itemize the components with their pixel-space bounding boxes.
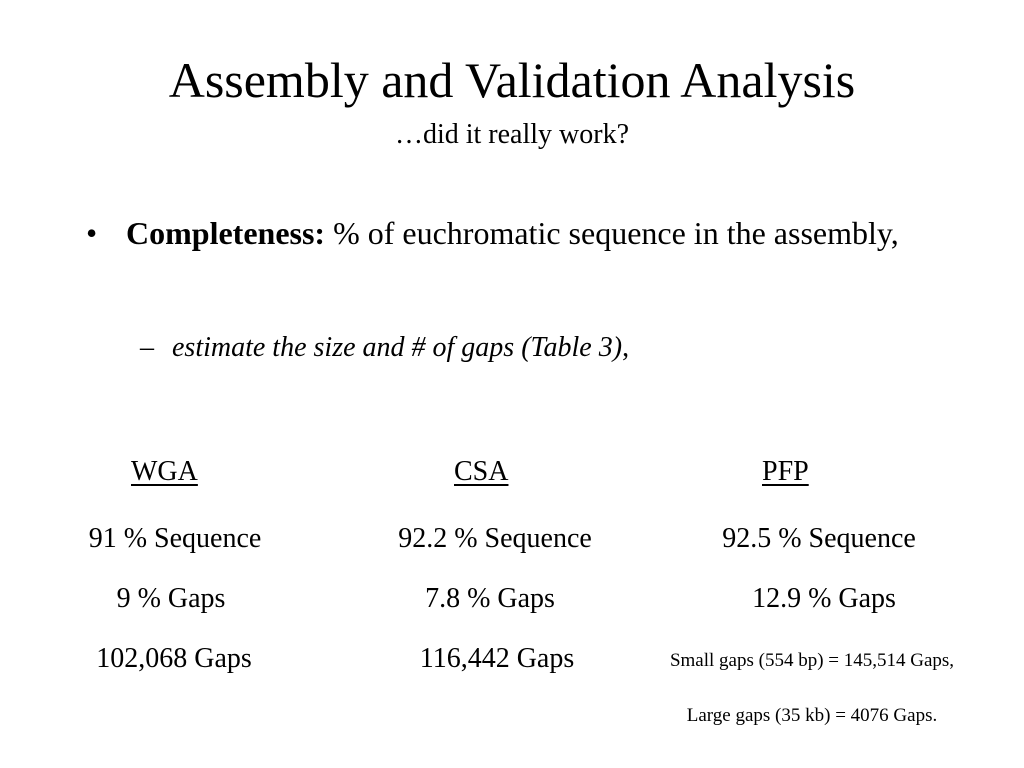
bullet-body: % of euchromatic sequence in the assembly, (325, 215, 899, 251)
wga-gaps-count: 102,068 Gaps (96, 643, 252, 674)
sub-bullet-italic: estimate the size and # of gaps (Table 3) (172, 332, 623, 363)
column-header-csa: CSA (454, 456, 509, 487)
csa-gaps-percent: 7.8 % Gaps (425, 583, 555, 614)
pfp-gaps-percent: 12.9 % Gaps (752, 583, 896, 614)
sub-bullet-tail: , (622, 332, 630, 363)
column-header-pfp: PFP (762, 456, 809, 487)
csa-sequence: 92.2 % Sequence (398, 523, 592, 554)
pfp-sequence: 92.5 % Sequence (722, 523, 916, 554)
wga-gaps-percent: 9 % Gaps (116, 583, 226, 614)
wga-sequence: 91 % Sequence (88, 523, 262, 554)
pfp-small-gaps: Small gaps (554 bp) = 145,514 Gaps, (669, 650, 955, 671)
bullet-marker: • (86, 215, 98, 251)
pfp-large-gaps: Large gaps (35 kb) = 4076 Gaps. (686, 705, 938, 726)
sub-bullet-marker: – (140, 332, 154, 363)
csa-gaps-count: 116,442 Gaps (419, 643, 575, 674)
slide-subtitle: …did it really work? (394, 119, 630, 150)
sub-bullet-estimate (172, 330, 629, 366)
column-header-wga: WGA (131, 456, 198, 487)
slide-title: Assembly and Validation Analysis (168, 52, 856, 108)
bullet-term: Completeness: (126, 215, 326, 251)
bullet-completeness (126, 213, 946, 253)
